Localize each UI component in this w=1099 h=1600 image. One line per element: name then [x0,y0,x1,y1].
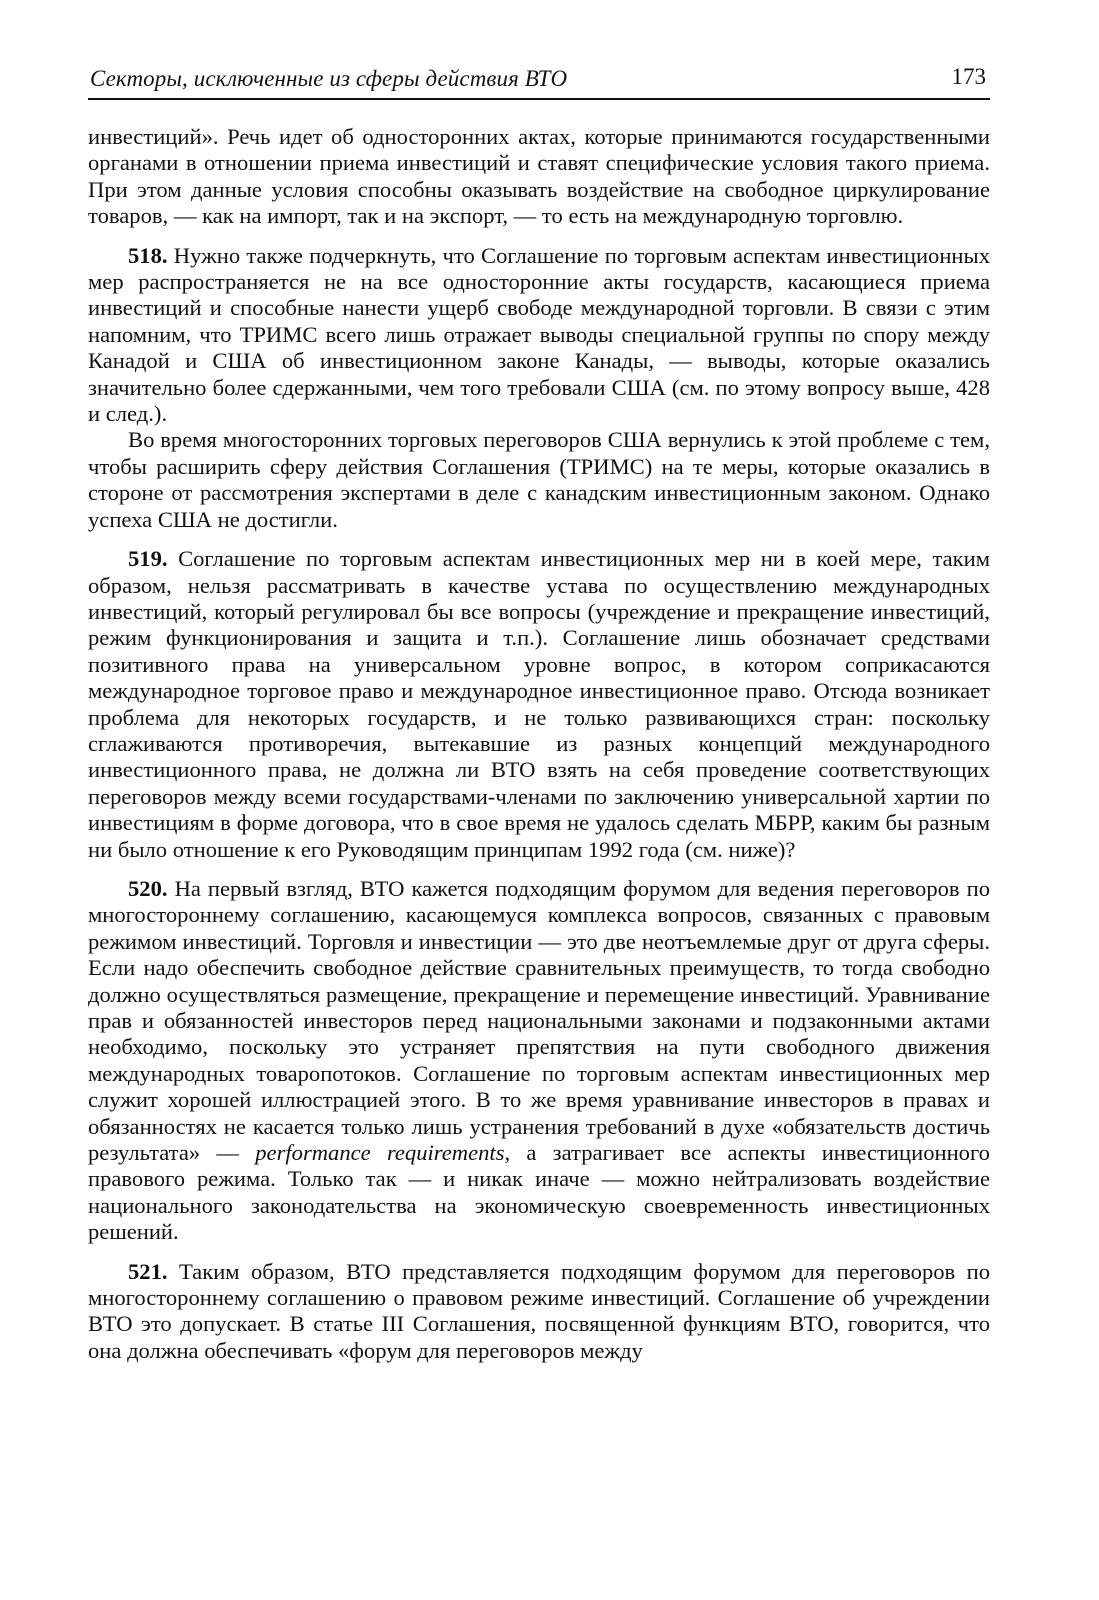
paragraph-text: Соглашение по торговым аспектам инвестиционных мер ни в коей мере, таким образом, нельзя рассматривать в качестве устава по осуществлению международных инвестиций, который регулировал бы все вопросы (учреждение и прекращение инвестиций, режим функционирования и защита и т.п.). Соглашение лишь обозначает средствами позитивного права на универсальном уровне вопрос, в котором соприкасаются международное торговое право и международное инвестиционное право. Отсюда возникает проблема для некоторых государств, и не только развивающихся стран: поскольку сглаживаются противоречия, вытекавшие из разных концепций международного инвестиционного права, не должна ли ВТО взять на себя проведение соответствующих переговоров между всеми государствами-членами по заключению универсальной хартии по инвестициям в форме договора, что в свое время не удалось сделать МБРР, каким бы разным ни было отношение к его Руководящим принципам 1992 года (см. ниже)? [88,546,990,862]
book-page [88,58,990,1578]
paragraph-text: инвестиций». Речь идет об односторонних актах, которые принимаются государственными органами в отношении приема инвестиций и ставят специфические условия такого приема. При этом данные условия способны оказывать воздействие на свободное циркулирование товаров, — как на импорт, так и на экспорт, — то есть на международную торговлю. [88,124,990,229]
paragraph-518-continued [88,427,990,533]
paragraph-text: На первый взгляд, ВТО кажется подходящим форумом для ведения переговоров по многостороннему соглашению, касающемуся комплекса вопросов, связанных с правовым режимом инвестиций. Торговля и инвестиции — это две неотъемлемые друг от друга сферы. Если надо обеспечить свободное действие сравнительных преимуществ, то тогда свободно должно осуществляться размещение, прекращение и перемещение инвестиций. Уравнивание прав и обязанностей инвесторов перед национальными законами и подзаконными актами необходимо, поскольку это устраняет препятствия на пути свободного движения международных товаропотоков. Соглашение по торговым аспектам инвестиционных мер служит хорошей иллюстрацией этого. В то же время уравнивание инвесторов в правах и обязанностях не касается только лишь устранения требований в духе «обязательств достичь результата» — [88,875,990,1166]
italic-term: performance requirements [255,1140,505,1166]
paragraph-continuation [88,124,990,230]
paragraph-521 [88,1259,990,1365]
paragraph-number: 521. [128,1258,168,1284]
paragraph-number: 518. [128,242,168,268]
paragraph-519 [88,546,990,863]
paragraph-text-tail: , а затрагивает все аспекты инвестиционного правового режима. Только так — и никак иначе — можно нейтрализовать воздействие национального законодательства на экономическую своевременность инвестиционных решений. [88,1140,990,1245]
paragraph-number: 520. [128,875,168,901]
running-title: Секторы, исключенные из сферы действия ВТО [90,66,568,91]
paragraph-text: Таким образом, ВТО представляется подходящим форумом для переговоров по многостороннему соглашению о правовом режиме инвестиций. Соглашение об учреждении ВТО это допускает. В статье III Соглашения, посвященной функциям ВТО, говорится, что она должна обеспечивать «форум для переговоров между [88,1258,990,1363]
paragraph-number: 519. [128,546,168,572]
paragraph-text: Во время многосторонних торговых переговоров США вернулись к этой проблеме с тем, чтобы расширить сферу действия Соглашения (ТРИМС) на те меры, которые оказались в стороне от рассмотрения экспертами в деле с канадским инвестиционным законом. Однако успеха США не достигли. [88,427,990,532]
paragraph-text: Нужно также подчеркнуть, что Соглашение по торговым аспектам инвестиционных мер распространяется не на все односторонние акты государств, касающиеся приема инвестиций и способные нанести ущерб свободе международной торговли. В связи с этим напомним, что ТРИМС всего лишь отражает выводы специальной группы по спору между Канадой и США об инвестиционном законе Канады, — выводы, которые оказались значительно более сдержанными, чем того требовали США (см. по этому вопросу выше, 428 и след.). [88,242,990,427]
paragraph-518 [88,243,990,428]
page-number: 173 [951,64,986,89]
paragraph-520 [88,876,990,1246]
page-header [88,58,990,100]
body-text [88,124,990,1364]
